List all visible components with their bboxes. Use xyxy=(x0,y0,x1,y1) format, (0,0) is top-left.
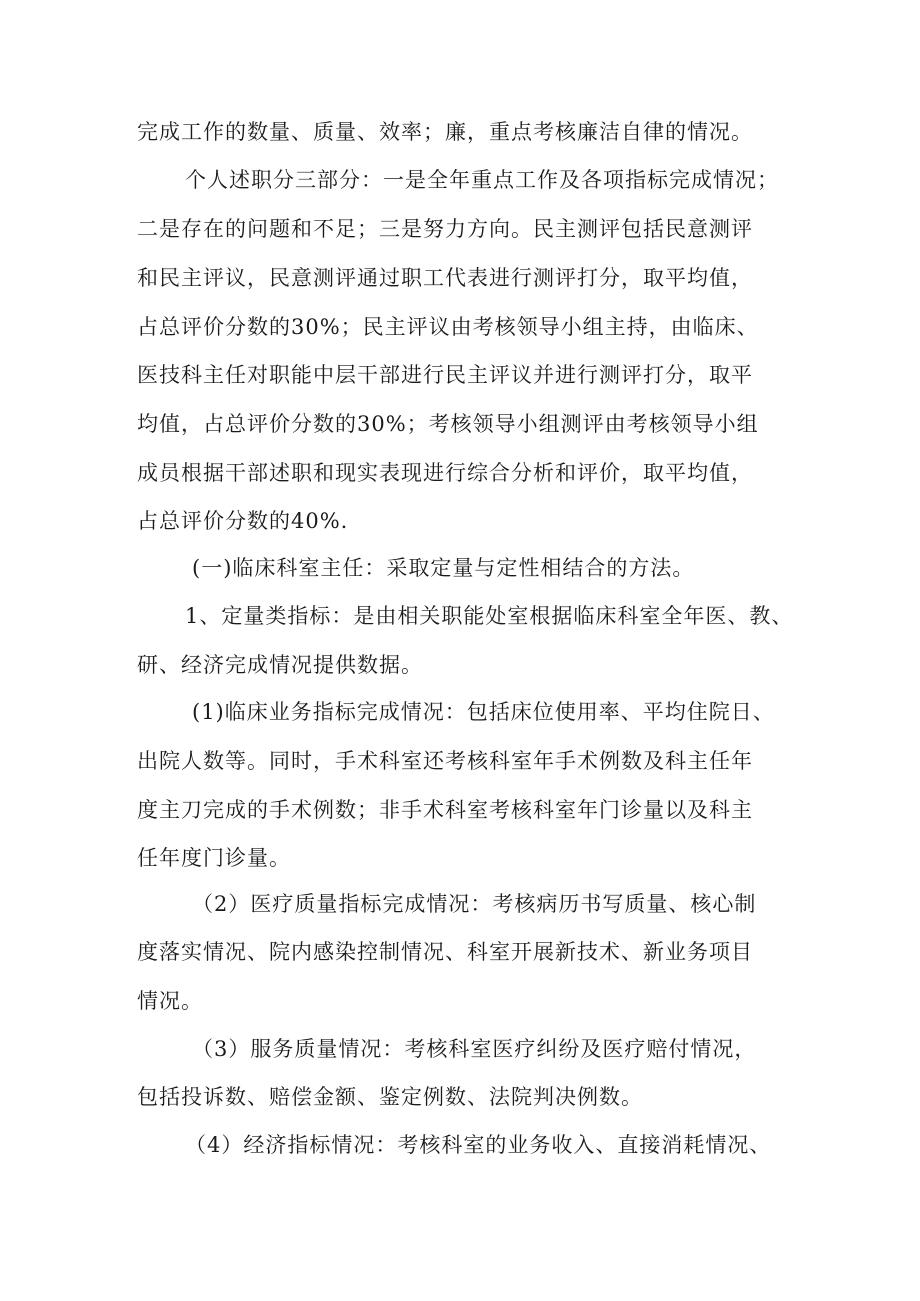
text-line: (1)临床业务指标完成情况：包括床位使用率、平均住院日、 xyxy=(192,700,775,724)
text-line: （4）经济指标情况：考核科室的业务收入、直接消耗情况、 xyxy=(185,1133,772,1157)
text-line: 占总评价分数的30%；民主评议由考核领导小组主持，由临床、 xyxy=(137,315,759,339)
text-line: 度落实情况、院内感染控制情况、科室开展新技术、新业务项目 xyxy=(137,940,753,964)
text-line: 任年度门诊量。 xyxy=(137,846,291,870)
text-line: 包括投诉数、赔偿金额、鉴定例数、法院判决例数。 xyxy=(137,1085,643,1109)
text-line: 二是存在的问题和不足；三是努力方向。民主测评包括民意测评 xyxy=(137,217,753,241)
text-line: 和民主评议，民意测评通过职工代表进行测评打分，取平均值， xyxy=(137,266,753,290)
text-line: 医技科主任对职能中层干部进行民主评议并进行测评打分，取平 xyxy=(137,363,753,387)
text-line: 完成工作的数量、质量、效率；廉，重点考核廉洁自律的情况。 xyxy=(137,120,753,144)
text-line: 情况。 xyxy=(137,989,203,1013)
text-line: 研、经济完成情况提供数据。 xyxy=(137,653,423,677)
section-heading: (一)临床科室主任：采取定量与定性相结合的方法。 xyxy=(192,556,695,580)
text-line: 个人述职分三部分：一是全年重点工作及各项指标完成情况； xyxy=(185,168,779,192)
text-line: 1、定量类指标：是由相关职能处室根据临床科室全年医、教、 xyxy=(185,604,794,628)
text-line: （3）服务质量情况：考核科室医疗纠纷及医疗赔付情况， xyxy=(192,1037,757,1061)
text-line: （2）医疗质量指标完成情况：考核病历书写质量、核心制 xyxy=(192,892,757,916)
text-line: 出院人数等。同时，手术科室还考核科室年手术例数及科主任年 xyxy=(137,749,753,773)
text-line: 成员根据干部述职和现实表现进行综合分析和评价，取平均值， xyxy=(137,461,753,485)
text-line: 占总评价分数的40%. xyxy=(137,509,349,533)
text-line: 度主刀完成的手术例数；非手术科室考核科室年门诊量以及科主 xyxy=(137,798,753,822)
text-line: 均值，占总评价分数的30%；考核领导小组测评由考核领导小组 xyxy=(137,412,759,436)
